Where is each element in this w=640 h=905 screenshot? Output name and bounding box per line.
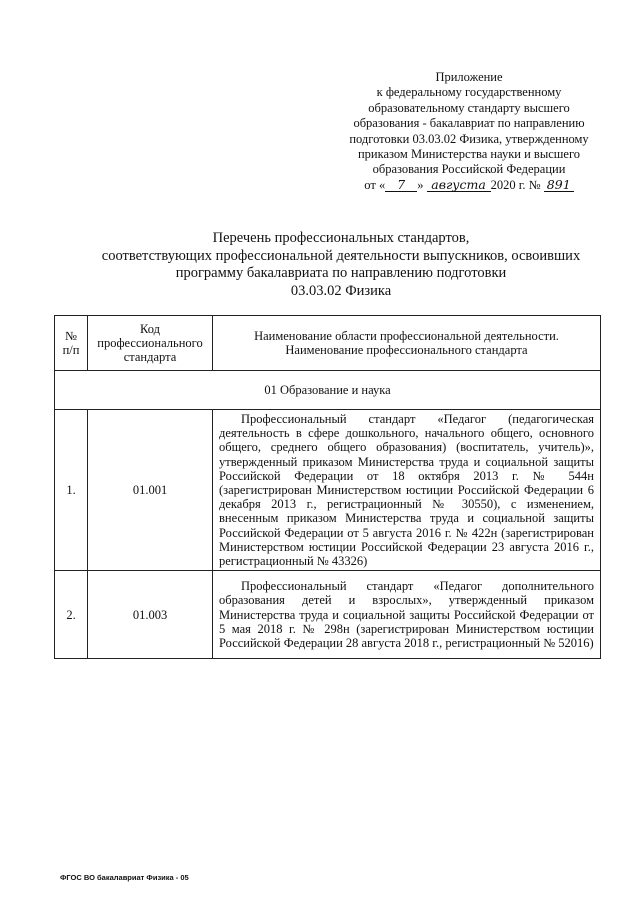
title-line: 03.03.02 Физика	[290, 282, 392, 299]
row-desc: Профессиональный стандарт «Педагог (педагогическая деятельность в сфере дошкольного, начального общего, основного общего, среднего общего образования) (воспитатель, учитель)», утвержденный приказом Министерства труда и социальной защиты Российской Федерации от 18 октября 2013 г. № 544н (зарегистрирован Министерством юстиции Российской Федерации 6 декабря 2013 г., регистрационный № 30550), с изменением, внесенным приказом Министерства труда и социальной защиты Российской Федерации от 5 августа 2016 г. № 422н (зарегистрирован Министерством юстиции Российской Федерации 23 августа 2016 г., регистрационный № 43326)	[213, 410, 601, 571]
order-month-handwritten: августа	[427, 178, 491, 192]
appendix-block	[336, 70, 602, 193]
document-title	[70, 230, 612, 300]
order-year-suffix: 2020 г. №	[490, 177, 541, 192]
appendix-line: образовательному стандарту высшего	[368, 100, 570, 115]
title-line: Перечень профессиональных стандартов,	[212, 230, 470, 246]
page-footer: ФГОС ВО бакалавриат Физика - 05	[60, 873, 189, 882]
appendix-line: Приложение	[435, 70, 503, 84]
appendix-line: к федеральному государственному	[376, 85, 562, 100]
row-num: 2.	[55, 571, 88, 659]
order-mid: »	[417, 177, 424, 192]
appendix-line: подготовки 03.03.02 Физика, утвержденному	[349, 131, 589, 146]
header-num: № п/п	[55, 316, 88, 371]
order-day-handwritten: 7	[385, 178, 417, 192]
appendix-line: приказом Министерства науки и высшего	[357, 147, 581, 162]
table-row	[55, 410, 601, 571]
standards-table	[54, 315, 601, 659]
header-code: Код профессионального стандарта	[88, 316, 213, 371]
order-prefix: от «	[364, 177, 386, 192]
row-code: 01.003	[88, 571, 213, 659]
title-line: соответствующих профессиональной деятельности выпускников, освоивших	[101, 247, 581, 264]
appendix-line: образования - бакалавриат по направлению	[353, 116, 585, 131]
table-header-row	[55, 316, 601, 371]
section-row	[55, 371, 601, 410]
section-title: 01 Образование и наука	[55, 371, 601, 410]
row-code: 01.001	[88, 410, 213, 571]
row-desc: Профессиональный стандарт «Педагог дополнительного образования детей и взрослых», утвержденный приказом Министерства труда и социальной защиты Российской Федерации от 5 мая 2018 г. № 298н (зарегистрирован Министерством юстиции Российской Федерации 28 августа 2018 г., регистрационный № 52016)	[213, 571, 601, 659]
appendix-line: образования Российской Федерации	[372, 162, 566, 177]
row-num: 1.	[55, 410, 88, 571]
order-number-handwritten: 891	[544, 178, 574, 192]
header-name: Наименование области профессиональной деятельности. Наименование профессионального стандарта	[213, 316, 601, 371]
order-date-line	[336, 178, 602, 193]
title-line: программу бакалавриата по направлению подготовки	[175, 265, 507, 281]
table-row	[55, 571, 601, 659]
